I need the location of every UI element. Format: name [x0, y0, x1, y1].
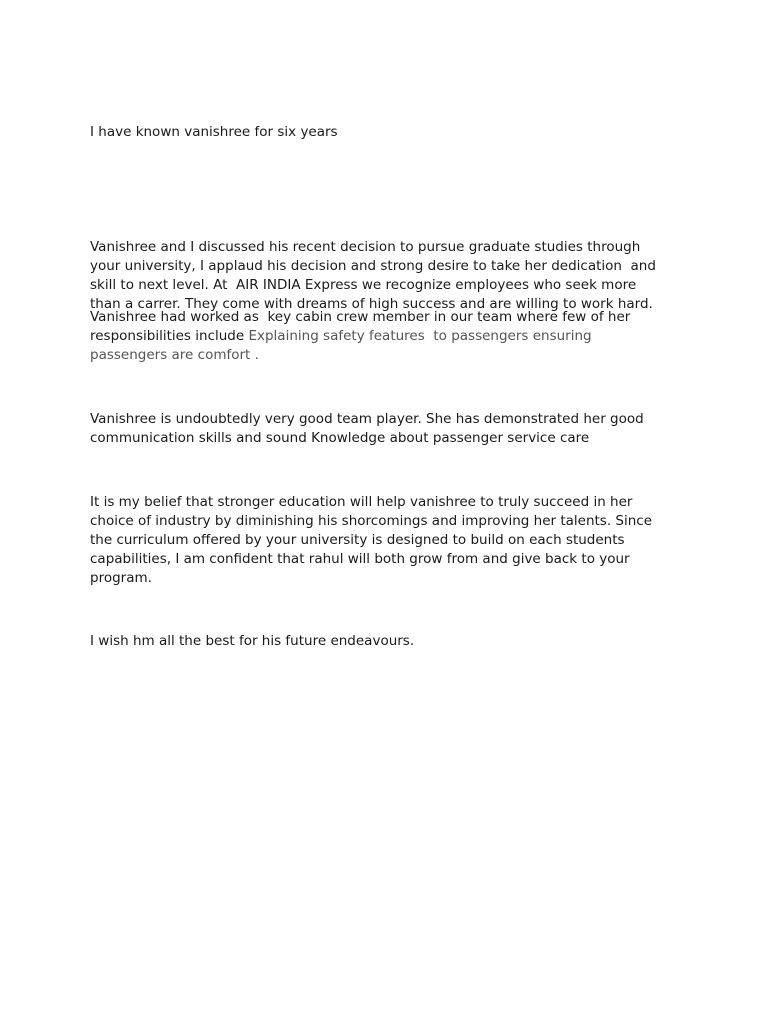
paragraph-line: capabilities, I am confident that rahul will both grow from and give back to your: [90, 551, 630, 567]
paragraph-line: Vanishree is undoubtedly very good team player. She has demonstrated her good: [90, 411, 644, 427]
paragraph-line: It is my belief that stronger education will help vanishree to truly succeed in her: [90, 494, 633, 510]
responsibilities-text-continued: passengers are comfort .: [90, 347, 259, 363]
paragraph-line: skill to next level. At AIR INDIA Express we recognize employees who seek more: [90, 277, 637, 293]
paragraph-education: [90, 493, 680, 588]
responsibilities-text: Explaining safety features to passengers ensuring: [248, 328, 592, 344]
paragraph-line: choice of industry by diminishing his shorcomings and improving her talents. Since: [90, 513, 653, 529]
paragraph-line: program.: [90, 570, 152, 586]
paragraph-line: communication skills and sound Knowledge about passenger service care: [90, 430, 590, 446]
paragraph-line: Vanishree and I discussed his recent decision to pursue graduate studies through: [90, 239, 641, 255]
paragraph-role: [90, 308, 680, 365]
closing-line: I wish hm all the best for his future endeavours.: [90, 633, 415, 649]
paragraph-line: the curriculum offered by your university is designed to build on each students: [90, 532, 625, 548]
paragraph-line: your university, I applaud his decision and strong desire to take her dedication and: [90, 258, 656, 274]
paragraph-line: than a carrer. They come with dreams of high success and are willing to work hard.: [90, 296, 653, 312]
opening-line: I have known vanishree for six years: [90, 124, 338, 140]
paragraph-line: responsibilities include: [90, 328, 249, 344]
paragraph-teamwork: [90, 410, 680, 448]
paragraph-decision: [90, 219, 680, 314]
paragraph-line: Vanishree had worked as key cabin crew member in our team where few of her: [90, 309, 631, 325]
